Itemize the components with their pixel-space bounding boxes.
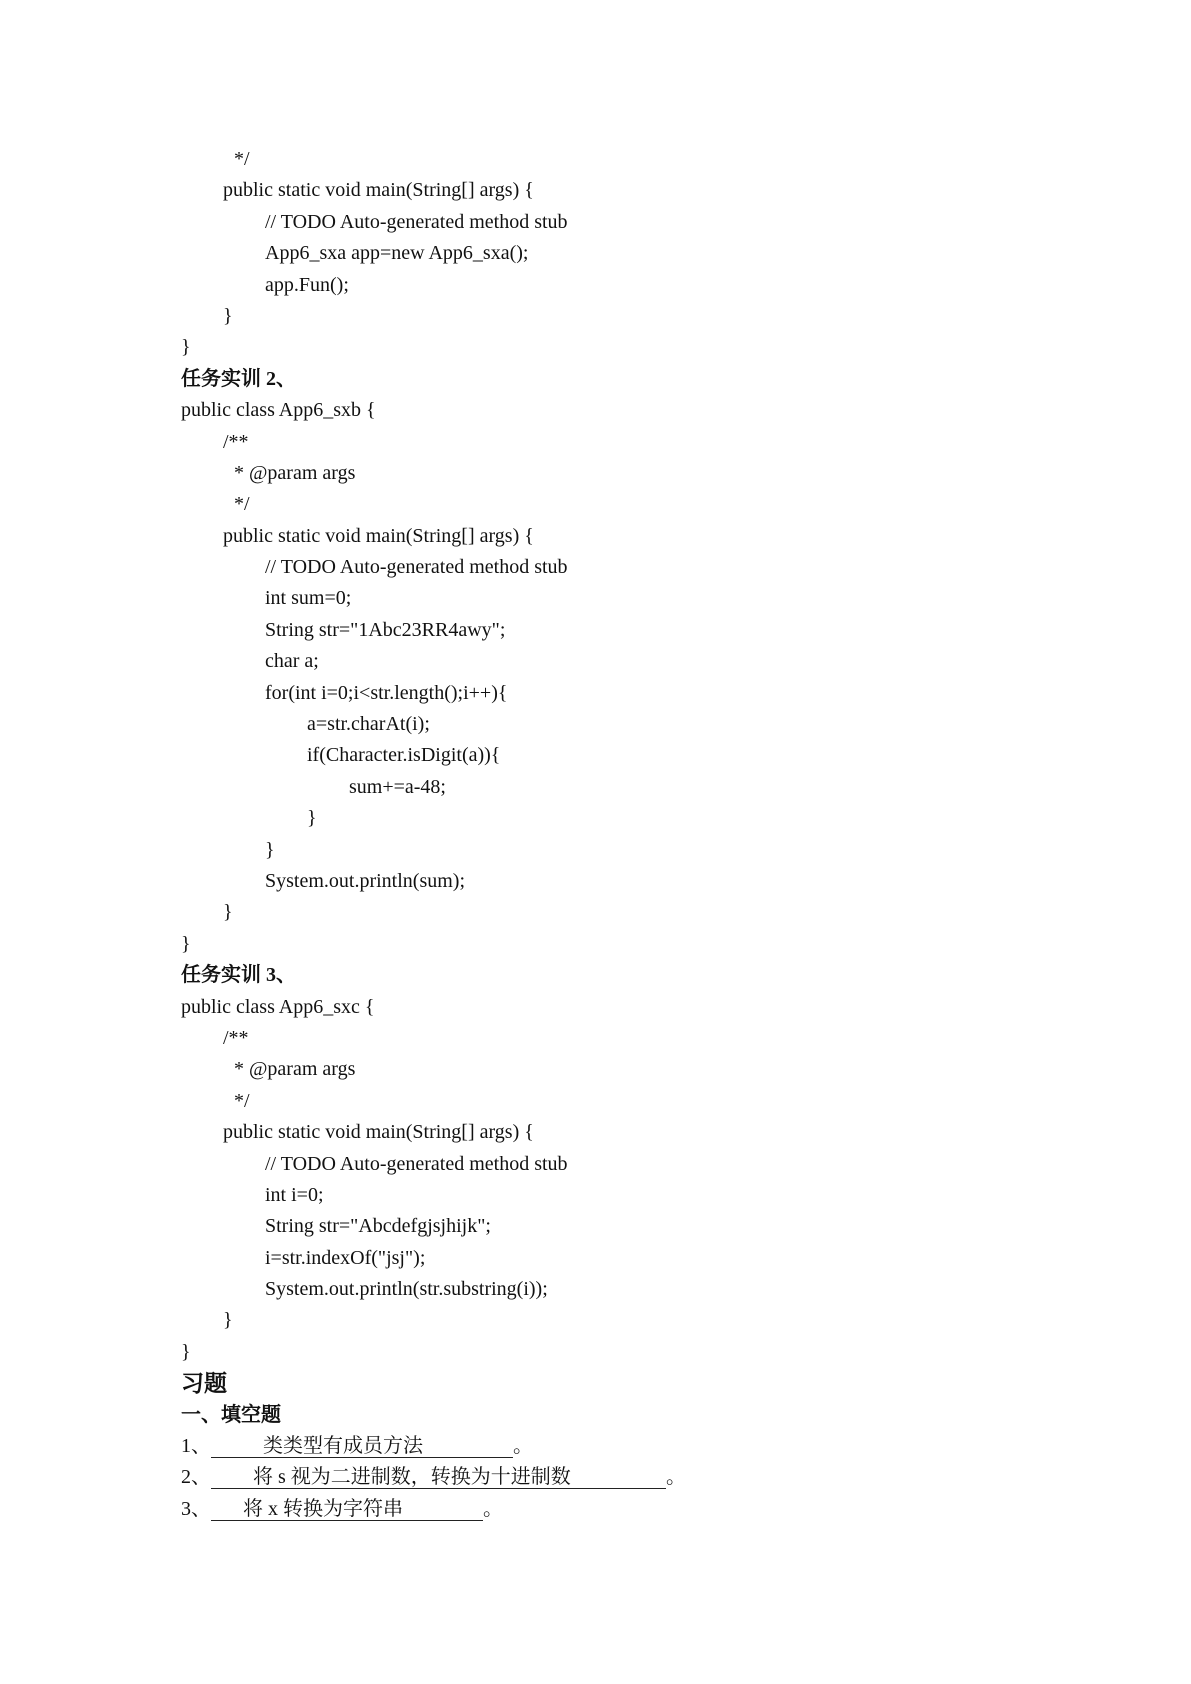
code-line: */ xyxy=(234,493,250,516)
code-line: public static void main(String[] args) { xyxy=(223,179,534,202)
code-line: } xyxy=(181,932,191,955)
fill-blank-item-1 xyxy=(0,1431,1191,1462)
code-line: public static void main(String[] args) { xyxy=(223,524,534,547)
answer-blank xyxy=(211,1435,513,1458)
item-number: 1、 xyxy=(181,1435,211,1458)
item-end: 。 xyxy=(666,1466,686,1489)
code-line: System.out.println(str.substring(i)); xyxy=(265,1278,548,1301)
code-line: } xyxy=(181,336,191,359)
code-line: i=str.indexOf("jsj"); xyxy=(265,1246,426,1269)
code-line: String str="1Abc23RR4awy"; xyxy=(265,618,506,641)
document-page xyxy=(0,144,1191,1525)
exercises-title: 习题 xyxy=(181,1371,227,1397)
code-line: } xyxy=(265,838,275,861)
code-line: for(int i=0;i<str.length();i++){ xyxy=(265,681,508,704)
code-line: sum+=a-48; xyxy=(349,775,446,798)
code-line: } xyxy=(223,1309,233,1332)
code-line: // TODO Auto-generated method stub xyxy=(265,556,568,579)
code-line: } xyxy=(223,304,233,327)
code-line: */ xyxy=(234,1089,250,1112)
code-block-task1-tail xyxy=(0,144,1191,364)
code-line: * @param args xyxy=(234,1058,356,1081)
code-line: app.Fun(); xyxy=(265,273,349,296)
item-number: 2、 xyxy=(181,1466,211,1489)
code-line: if(Character.isDigit(a)){ xyxy=(307,744,501,767)
code-line: /** xyxy=(223,430,249,453)
code-line: a=str.charAt(i); xyxy=(307,713,430,736)
answer-text: 类类型有成员方法 xyxy=(263,1435,423,1458)
code-line: // TODO Auto-generated method stub xyxy=(265,210,568,233)
code-line: int sum=0; xyxy=(265,587,352,610)
task2-heading: 任务实训 2、 xyxy=(181,367,296,390)
item-number: 3、 xyxy=(181,1497,211,1520)
answer-blank xyxy=(211,1498,483,1521)
code-line: String str="Abcdefgjsjhijk"; xyxy=(265,1215,491,1238)
code-line: } xyxy=(307,807,317,830)
code-line: * @param args xyxy=(234,461,356,484)
answer-text: 将 s 视为二进制数，转换为十进制数 xyxy=(253,1466,571,1489)
code-line: /** xyxy=(223,1026,249,1049)
answer-text: 将 x 转换为字符串 xyxy=(243,1497,403,1520)
code-block-task3 xyxy=(0,992,1191,1369)
fill-blank-item-2 xyxy=(0,1462,1191,1493)
code-line: */ xyxy=(234,148,250,170)
fill-blank-item-3 xyxy=(0,1494,1191,1525)
code-line: int i=0; xyxy=(265,1183,324,1206)
code-block-task2 xyxy=(0,395,1191,960)
code-line: App6_sxa app=new App6_sxa(); xyxy=(265,242,529,265)
item-end: 。 xyxy=(483,1497,503,1520)
code-line: // TODO Auto-generated method stub xyxy=(265,1152,568,1175)
fill-blank-section-title: 一、填空题 xyxy=(181,1403,281,1426)
code-line: public class App6_sxc { xyxy=(181,995,375,1018)
code-line: } xyxy=(181,1340,191,1363)
code-line: char a; xyxy=(265,650,319,673)
answer-blank xyxy=(211,1466,666,1489)
code-line: System.out.println(sum); xyxy=(265,869,465,892)
item-end: 。 xyxy=(513,1435,533,1458)
code-line: } xyxy=(223,901,233,924)
task3-heading: 任务实训 3、 xyxy=(181,964,296,987)
code-line: public class App6_sxb { xyxy=(181,399,376,422)
code-line: public static void main(String[] args) { xyxy=(223,1121,534,1144)
